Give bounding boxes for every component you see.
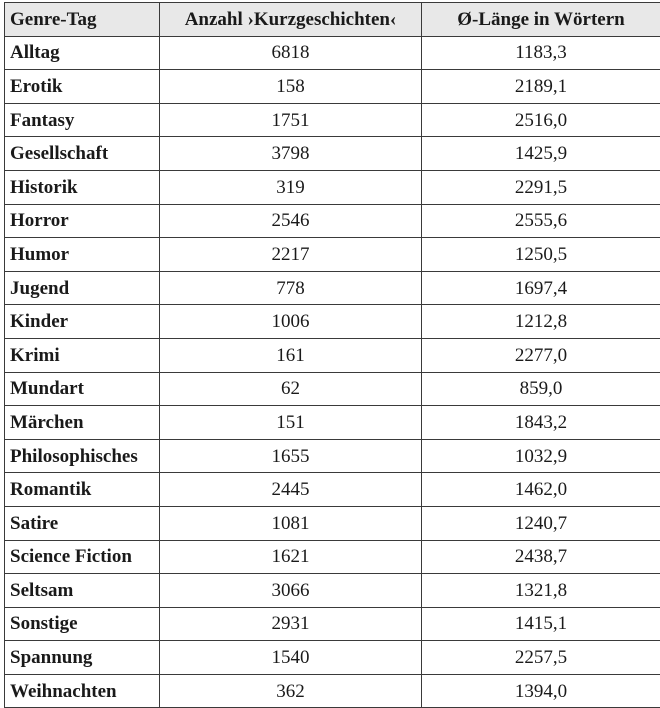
average-length-cell: 2189,1: [422, 70, 660, 104]
table-row: [5, 338, 660, 372]
table-row: [5, 305, 660, 339]
table-row: [5, 137, 660, 171]
table-row: [5, 607, 660, 641]
story-count-cell: 2931: [160, 607, 422, 641]
genre-cell: Historik: [5, 170, 160, 204]
story-count-cell: 151: [160, 406, 422, 440]
table-row: [5, 439, 660, 473]
story-count-cell: 2546: [160, 204, 422, 238]
story-count-cell: 3798: [160, 137, 422, 171]
genre-cell: Seltsam: [5, 574, 160, 608]
average-length-cell: 1212,8: [422, 305, 660, 339]
story-count-cell: 1655: [160, 439, 422, 473]
table-row: [5, 574, 660, 608]
table-row: [5, 473, 660, 507]
header-genre-tag: Genre-Tag: [5, 3, 160, 37]
table-row: [5, 36, 660, 70]
header-row: [5, 3, 660, 37]
genre-cell: Krimi: [5, 338, 160, 372]
story-count-cell: 2217: [160, 238, 422, 272]
genre-cell: Romantik: [5, 473, 160, 507]
genre-cell: Satire: [5, 506, 160, 540]
genre-cell: Jugend: [5, 271, 160, 305]
average-length-cell: 2438,7: [422, 540, 660, 574]
story-count-cell: 161: [160, 338, 422, 372]
genre-cell: Mundart: [5, 372, 160, 406]
genre-cell: Kinder: [5, 305, 160, 339]
table-row: [5, 372, 660, 406]
average-length-cell: 1843,2: [422, 406, 660, 440]
genre-statistics-table: [4, 2, 660, 708]
genre-cell: Gesellschaft: [5, 137, 160, 171]
story-count-cell: 1751: [160, 103, 422, 137]
genre-cell: Humor: [5, 238, 160, 272]
table-row: [5, 506, 660, 540]
story-count-cell: 3066: [160, 574, 422, 608]
story-count-cell: 158: [160, 70, 422, 104]
average-length-cell: 2257,5: [422, 641, 660, 675]
story-count-cell: 1081: [160, 506, 422, 540]
table-row: [5, 540, 660, 574]
average-length-cell: 2277,0: [422, 338, 660, 372]
story-count-cell: 1006: [160, 305, 422, 339]
average-length-cell: 2516,0: [422, 103, 660, 137]
story-count-cell: 6818: [160, 36, 422, 70]
story-count-cell: 1540: [160, 641, 422, 675]
average-length-cell: 2555,6: [422, 204, 660, 238]
genre-cell: Alltag: [5, 36, 160, 70]
story-count-cell: 319: [160, 170, 422, 204]
average-length-cell: 1032,9: [422, 439, 660, 473]
table-row: [5, 70, 660, 104]
table-row: [5, 674, 660, 708]
story-count-cell: 362: [160, 674, 422, 708]
average-length-cell: 1321,8: [422, 574, 660, 608]
genre-cell: Sonstige: [5, 607, 160, 641]
average-length-cell: 2291,5: [422, 170, 660, 204]
story-count-cell: 1621: [160, 540, 422, 574]
table-row: [5, 103, 660, 137]
table-row: [5, 238, 660, 272]
genre-cell: Horror: [5, 204, 160, 238]
table-body: [5, 36, 660, 708]
header-average-length: Ø-Länge in Wörtern: [422, 3, 660, 37]
table-row: [5, 641, 660, 675]
genre-cell: Märchen: [5, 406, 160, 440]
average-length-cell: 1240,7: [422, 506, 660, 540]
average-length-cell: 1394,0: [422, 674, 660, 708]
table-row: [5, 271, 660, 305]
story-count-cell: 778: [160, 271, 422, 305]
genre-cell: Weihnachten: [5, 674, 160, 708]
genre-cell: Spannung: [5, 641, 160, 675]
table-row: [5, 406, 660, 440]
genre-cell: Fantasy: [5, 103, 160, 137]
average-length-cell: 1697,4: [422, 271, 660, 305]
table-row: [5, 170, 660, 204]
average-length-cell: 1415,1: [422, 607, 660, 641]
average-length-cell: 1425,9: [422, 137, 660, 171]
average-length-cell: 1462,0: [422, 473, 660, 507]
genre-cell: Philosophisches: [5, 439, 160, 473]
story-count-cell: 2445: [160, 473, 422, 507]
average-length-cell: 1250,5: [422, 238, 660, 272]
average-length-cell: 1183,3: [422, 36, 660, 70]
table-header: [5, 3, 660, 37]
genre-cell: Erotik: [5, 70, 160, 104]
table-row: [5, 204, 660, 238]
story-count-cell: 62: [160, 372, 422, 406]
average-length-cell: 859,0: [422, 372, 660, 406]
header-story-count: Anzahl ›Kurzgeschichten‹: [160, 3, 422, 37]
genre-cell: Science Fiction: [5, 540, 160, 574]
